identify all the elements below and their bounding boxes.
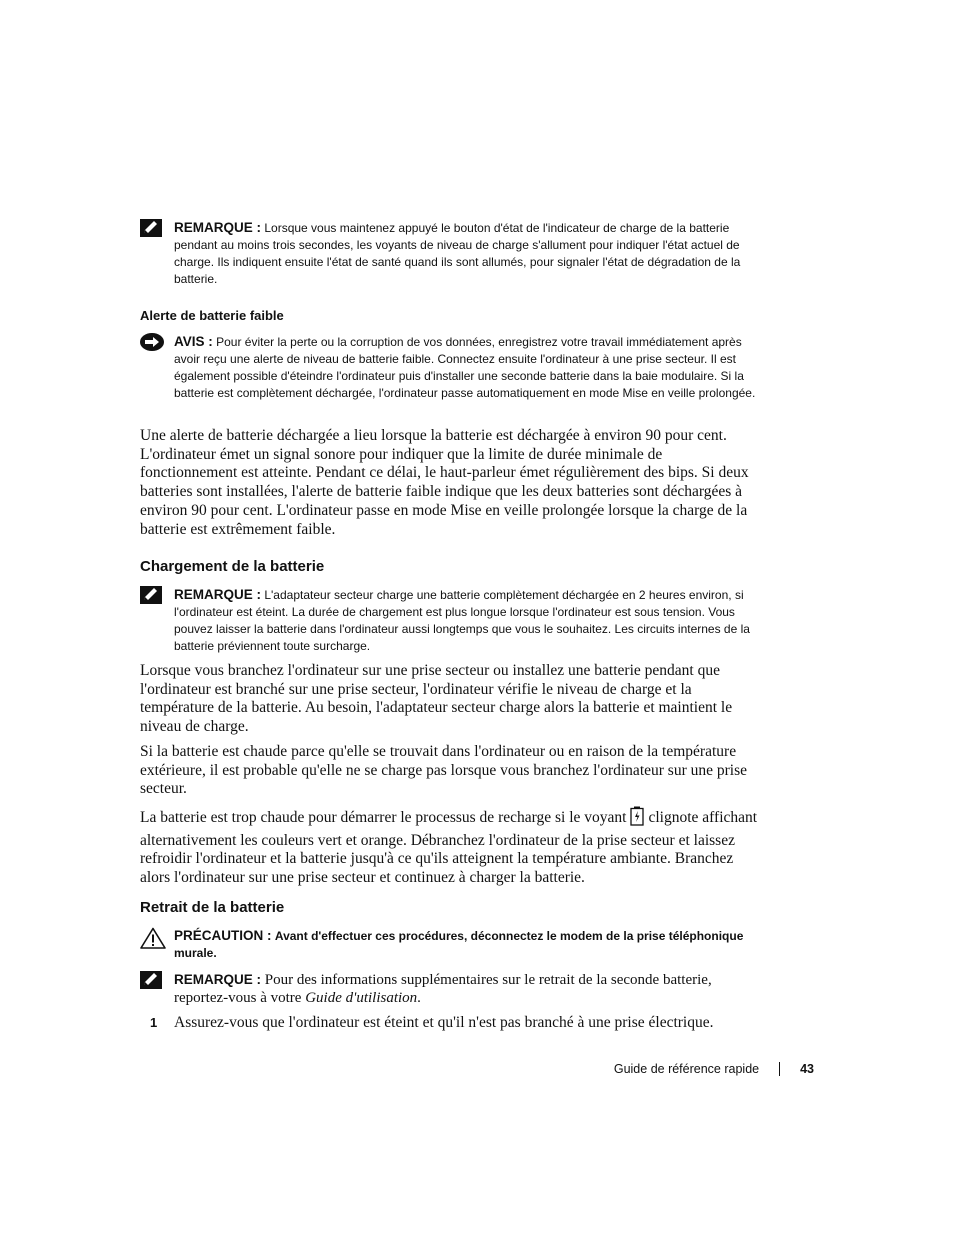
note-guide-reference: Guide d'utilisation <box>305 990 418 1006</box>
paragraph-charge-1: Lorsque vous branchez l'ordinateur sur une prise secteur ou installez une batterie pendant que l'ordinateur est branché sur une prise secteur, l'ordinateur vérifie le niveau de charge et la température de la batterie. Au besoin, l'adaptateur secteur charge alors la batterie et maintient le niveau de charge. <box>140 662 733 736</box>
paragraph-charge-2: Si la batterie est chaude parce qu'elle se trouvait dans l'ordinateur ou en raison de la température extérieure, il est probable qu'elle ne se charge pas lorsque vous branchez l'ordinateur sur une prise secteur. <box>140 743 747 798</box>
notice-arrow-icon <box>140 333 164 356</box>
heading-charging: Chargement de la batterie <box>140 558 325 575</box>
caution-label: PRÉCAUTION : <box>174 928 272 943</box>
paragraph-charge-3 <box>140 806 760 888</box>
note-pencil-icon <box>140 586 162 609</box>
step-text: Assurez-vous que l'ordinateur est éteint et qu'il n'est pas branché à une prise électrique. <box>174 1014 714 1031</box>
caution-triangle-icon <box>140 927 166 954</box>
note-text: L'adaptateur secteur charge une batterie complètement déchargée en 2 heures environ, si l'ordinateur est éteint. La durée de chargement est plus longue lorsque l'ordinateur est sous tension. Vous pouvez laisser la batterie dans l'ordinateur aussi longtemps que vous le souhaitez. Les circuits internes de la batterie préviennent toute surcharge. <box>174 588 750 653</box>
footer-title: Guide de référence rapide <box>613 1062 760 1076</box>
step-1 <box>150 1013 770 1032</box>
heading-low-battery: Alerte de batterie faible <box>140 308 284 323</box>
note-pencil-icon <box>140 219 162 242</box>
notice-label: AVIS : <box>174 334 213 349</box>
paragraph-charge-3-start: La batterie est trop chaude pour démarrer le processus de recharge si le voyant <box>140 809 627 826</box>
page-footer <box>614 1062 814 1076</box>
note-label: REMARQUE : <box>174 972 261 987</box>
note-text-end: . <box>417 990 421 1006</box>
caution-precaution <box>140 927 760 962</box>
note-text: Lorsque vous maintenez appuyé le bouton d'état de l'indicateur de charge de la batterie pendant au moins trois secondes, les voyants de niveau de charge s'allument pour indiquer l'état actuel de charge. Ils indiquent ensuite l'état de santé quand ils sont allumés, pour signaler l'état de dégradation de la batterie. <box>174 221 741 286</box>
caution-text: Avant d'effectuer ces procédures, déconnectez le modem de la prise téléphonique murale. <box>174 929 744 960</box>
note-remarque-3 <box>140 971 760 1007</box>
page-number: 43 <box>800 1062 814 1076</box>
note-remarque-1 <box>140 219 760 288</box>
note-text: Pour des informations supplémentaires sur le retrait de la seconde batterie, reportez-vous à votre <box>174 972 712 1006</box>
paragraph-charge-3-end: clignote affichant alternativement les couleurs vert et orange. Débranchez l'ordinateur de la prise secteur et laissez refroidir l'ordinateur et la batterie jusqu'à ce qu'ils atteignent la température ambiante. Branchez alors l'ordinateur sur une prise secteur et continuez à charger la batterie. <box>140 809 758 887</box>
notice-text: Pour éviter la perte ou la corruption de vos données, enregistrez votre travail immédiatement après avoir reçu une alerte de niveau de batterie faible. Connectez ensuite l'ordinateur à une prise secteur. Il est également possible d'éteindre l'ordinateur puis d'installer une seconde batterie dans la baie modulaire. Si la batterie est complètement déchargée, l'ordinateur passe automatiquement en mode Mise en veille prolongée. <box>174 335 756 400</box>
paragraph-low-battery: Une alerte de batterie déchargée a lieu lorsque la batterie est déchargée à environ 90 pour cent. L'ordinateur émet un signal sonore pour indiquer que la limite de durée minimale de fonctionnement est atteinte. Pendant ce délai, le haut-parleur émet régulièrement des bips. Si deux batteries sont installées, l'alerte de batterie faible indique que les deux batteries sont déchargées à environ 90 pour cent. L'ordinateur passe en mode Mise en veille prolongée lorsque la charge de la batterie est extrêmement faible. <box>140 427 749 538</box>
footer-divider <box>779 1062 780 1076</box>
note-label: REMARQUE : <box>174 587 261 602</box>
battery-indicator-icon <box>630 806 644 832</box>
notice-avis <box>140 333 760 402</box>
heading-removal: Retrait de la batterie <box>140 899 285 916</box>
note-pencil-icon <box>140 971 162 994</box>
step-number: 1 <box>150 1015 158 1030</box>
note-label: REMARQUE : <box>174 220 261 235</box>
note-remarque-2 <box>140 586 760 655</box>
